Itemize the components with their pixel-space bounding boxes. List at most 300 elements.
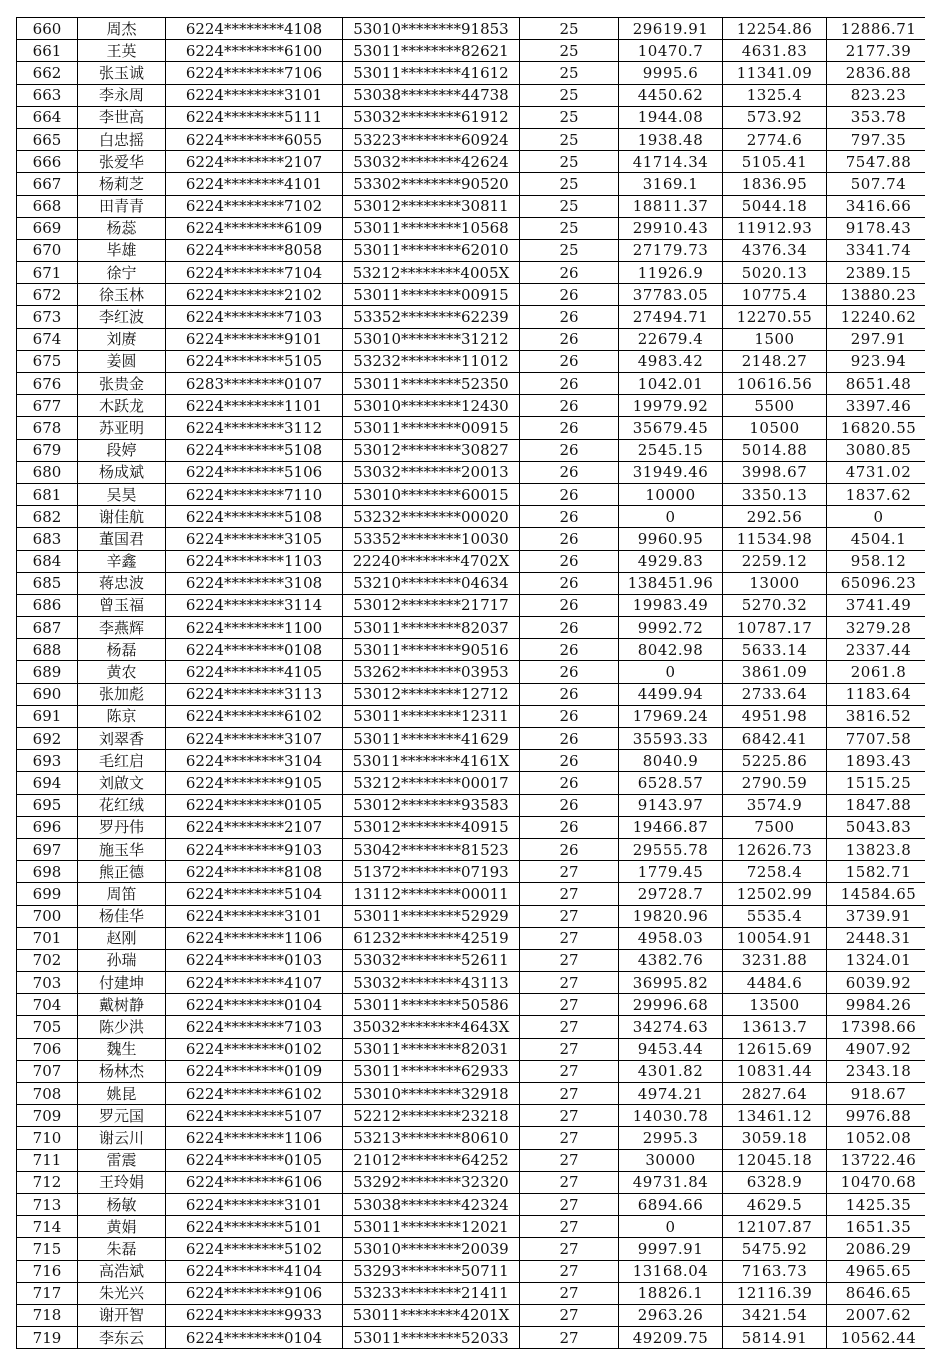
row-number-cell: 661	[17, 40, 78, 62]
id-number-cell: 53011********90516	[343, 639, 520, 661]
amount-b-cell: 10831.44	[723, 1060, 827, 1082]
age-cell: 26	[520, 816, 619, 838]
name-cell: 孙瑞	[78, 949, 166, 971]
id-number-cell: 53011********82037	[343, 617, 520, 639]
bank-card-cell: 6224********1103	[166, 550, 343, 572]
id-number-cell: 52212********23218	[343, 1105, 520, 1127]
table-row	[17, 328, 925, 350]
id-number-cell: 53012********12712	[343, 683, 520, 705]
bank-card-cell: 6224********1101	[166, 395, 343, 417]
table-row	[17, 483, 925, 505]
age-cell: 26	[520, 417, 619, 439]
row-number-cell: 664	[17, 106, 78, 128]
table-row	[17, 1216, 925, 1238]
row-number-cell: 710	[17, 1127, 78, 1149]
amount-a-cell: 4958.03	[619, 927, 723, 949]
row-number-cell: 688	[17, 639, 78, 661]
name-cell: 李燕辉	[78, 617, 166, 639]
amount-b-cell: 7258.4	[723, 861, 827, 883]
bank-card-cell: 6224********4105	[166, 661, 343, 683]
name-cell: 姜圆	[78, 350, 166, 372]
bank-card-cell: 6224********9933	[166, 1304, 343, 1326]
name-cell: 杨敏	[78, 1193, 166, 1215]
amount-a-cell: 0	[619, 1216, 723, 1238]
amount-c-cell: 8651.48	[827, 373, 925, 395]
amount-c-cell: 2389.15	[827, 262, 925, 284]
amount-c-cell: 1324.01	[827, 949, 925, 971]
id-number-cell: 53210********04634	[343, 572, 520, 594]
id-number-cell: 22240********4702X	[343, 550, 520, 572]
age-cell: 25	[520, 195, 619, 217]
amount-b-cell: 1836.95	[723, 173, 827, 195]
bank-card-cell: 6224********9103	[166, 838, 343, 860]
amount-c-cell: 9984.26	[827, 994, 925, 1016]
row-number-cell: 690	[17, 683, 78, 705]
amount-a-cell: 0	[619, 506, 723, 528]
table-row	[17, 949, 925, 971]
name-cell: 张贵金	[78, 373, 166, 395]
table-row	[17, 905, 925, 927]
amount-b-cell: 4376.34	[723, 239, 827, 261]
id-number-cell: 53302********90520	[343, 173, 520, 195]
table-row	[17, 838, 925, 860]
id-number-cell: 53293********50711	[343, 1260, 520, 1282]
name-cell: 刘赓	[78, 328, 166, 350]
amount-a-cell: 49209.75	[619, 1327, 723, 1349]
row-number-cell: 663	[17, 84, 78, 106]
bank-card-cell: 6224********6102	[166, 705, 343, 727]
row-number-cell: 708	[17, 1083, 78, 1105]
name-cell: 周杰	[78, 18, 166, 40]
amount-b-cell: 3574.9	[723, 794, 827, 816]
id-number-cell: 53011********52033	[343, 1327, 520, 1349]
amount-a-cell: 19979.92	[619, 395, 723, 417]
table-row	[17, 217, 925, 239]
age-cell: 26	[520, 838, 619, 860]
bank-card-cell: 6224********2107	[166, 816, 343, 838]
name-cell: 王玲娟	[78, 1171, 166, 1193]
amount-a-cell: 9995.6	[619, 62, 723, 84]
row-number-cell: 717	[17, 1282, 78, 1304]
row-number-cell: 672	[17, 284, 78, 306]
id-number-cell: 53010********91853	[343, 18, 520, 40]
id-number-cell: 21012********64252	[343, 1149, 520, 1171]
amount-b-cell: 10787.17	[723, 617, 827, 639]
amount-a-cell: 37783.05	[619, 284, 723, 306]
data-table-container	[16, 17, 917, 1349]
age-cell: 26	[520, 705, 619, 727]
row-number-cell: 700	[17, 905, 78, 927]
bank-card-cell: 6224********3104	[166, 750, 343, 772]
id-number-cell: 53212********00017	[343, 772, 520, 794]
bank-card-cell: 6224********0108	[166, 639, 343, 661]
table-row	[17, 816, 925, 838]
bank-card-cell: 6224********1106	[166, 927, 343, 949]
bank-card-cell: 6224********6106	[166, 1171, 343, 1193]
amount-c-cell: 13823.8	[827, 838, 925, 860]
row-number-cell: 680	[17, 461, 78, 483]
amount-a-cell: 29996.68	[619, 994, 723, 1016]
row-number-cell: 713	[17, 1193, 78, 1215]
row-number-cell: 686	[17, 594, 78, 616]
row-number-cell: 698	[17, 861, 78, 883]
row-number-cell: 682	[17, 506, 78, 528]
id-number-cell: 53010********12430	[343, 395, 520, 417]
amount-a-cell: 10470.7	[619, 40, 723, 62]
id-number-cell: 53011********12311	[343, 705, 520, 727]
table-row	[17, 506, 925, 528]
amount-a-cell: 2995.3	[619, 1127, 723, 1149]
name-cell: 杨佳华	[78, 905, 166, 927]
amount-b-cell: 11912.93	[723, 217, 827, 239]
amount-a-cell: 1944.08	[619, 106, 723, 128]
row-number-cell: 666	[17, 151, 78, 173]
amount-c-cell: 1515.25	[827, 772, 925, 794]
row-number-cell: 674	[17, 328, 78, 350]
table-row	[17, 350, 925, 372]
age-cell: 26	[520, 395, 619, 417]
amount-b-cell: 5270.32	[723, 594, 827, 616]
row-number-cell: 696	[17, 816, 78, 838]
row-number-cell: 669	[17, 217, 78, 239]
age-cell: 27	[520, 994, 619, 1016]
table-row	[17, 1038, 925, 1060]
bank-card-cell: 6224********3112	[166, 417, 343, 439]
name-cell: 施玉华	[78, 838, 166, 860]
id-number-cell: 53011********10568	[343, 217, 520, 239]
amount-c-cell: 797.35	[827, 128, 925, 150]
bank-card-cell: 6224********7106	[166, 62, 343, 84]
name-cell: 吴昊	[78, 483, 166, 505]
amount-b-cell: 2148.27	[723, 350, 827, 372]
table-row	[17, 262, 925, 284]
amount-b-cell: 5105.41	[723, 151, 827, 173]
row-number-cell: 660	[17, 18, 78, 40]
amount-a-cell: 41714.34	[619, 151, 723, 173]
amount-c-cell: 16820.55	[827, 417, 925, 439]
bank-card-cell: 6224********9106	[166, 1282, 343, 1304]
amount-b-cell: 12254.86	[723, 18, 827, 40]
amount-a-cell: 6894.66	[619, 1193, 723, 1215]
bank-card-cell: 6283********0107	[166, 373, 343, 395]
id-number-cell: 53352********10030	[343, 528, 520, 550]
amount-b-cell: 6328.9	[723, 1171, 827, 1193]
name-cell: 付建坤	[78, 972, 166, 994]
table-row	[17, 461, 925, 483]
bank-card-cell: 6224********0105	[166, 1149, 343, 1171]
table-row	[17, 683, 925, 705]
age-cell: 26	[520, 794, 619, 816]
id-number-cell: 53011********52350	[343, 373, 520, 395]
amount-a-cell: 49731.84	[619, 1171, 723, 1193]
table-row	[17, 572, 925, 594]
name-cell: 黄娟	[78, 1216, 166, 1238]
age-cell: 26	[520, 728, 619, 750]
amount-b-cell: 7500	[723, 816, 827, 838]
table-row	[17, 1193, 925, 1215]
amount-c-cell: 2007.62	[827, 1304, 925, 1326]
table-row	[17, 18, 925, 40]
amount-b-cell: 5225.86	[723, 750, 827, 772]
name-cell: 魏生	[78, 1038, 166, 1060]
amount-c-cell: 17398.66	[827, 1016, 925, 1038]
bank-card-cell: 6224********4104	[166, 1260, 343, 1282]
id-number-cell: 53011********52929	[343, 905, 520, 927]
row-number-cell: 695	[17, 794, 78, 816]
data-table	[16, 17, 925, 1349]
amount-c-cell: 3080.85	[827, 439, 925, 461]
table-row	[17, 705, 925, 727]
name-cell: 杨林杰	[78, 1060, 166, 1082]
bank-card-cell: 6224********4101	[166, 173, 343, 195]
id-number-cell: 51372********07193	[343, 861, 520, 883]
amount-c-cell: 4731.02	[827, 461, 925, 483]
age-cell: 27	[520, 905, 619, 927]
table-body	[17, 18, 925, 1349]
age-cell: 27	[520, 1127, 619, 1149]
amount-c-cell: 4965.65	[827, 1260, 925, 1282]
bank-card-cell: 6224********8108	[166, 861, 343, 883]
name-cell: 王英	[78, 40, 166, 62]
row-number-cell: 702	[17, 949, 78, 971]
age-cell: 26	[520, 262, 619, 284]
name-cell: 蒋忠波	[78, 572, 166, 594]
name-cell: 段婷	[78, 439, 166, 461]
name-cell: 刘啟文	[78, 772, 166, 794]
amount-c-cell: 9178.43	[827, 217, 925, 239]
name-cell: 白忠摇	[78, 128, 166, 150]
age-cell: 26	[520, 528, 619, 550]
row-number-cell: 716	[17, 1260, 78, 1282]
table-row	[17, 373, 925, 395]
amount-a-cell: 34274.63	[619, 1016, 723, 1038]
name-cell: 赵刚	[78, 927, 166, 949]
amount-b-cell: 5044.18	[723, 195, 827, 217]
row-number-cell: 703	[17, 972, 78, 994]
row-number-cell: 714	[17, 1216, 78, 1238]
age-cell: 26	[520, 572, 619, 594]
row-number-cell: 704	[17, 994, 78, 1016]
bank-card-cell: 6224********7110	[166, 483, 343, 505]
id-number-cell: 53032********42624	[343, 151, 520, 173]
amount-b-cell: 13000	[723, 572, 827, 594]
table-row	[17, 617, 925, 639]
amount-c-cell: 2836.88	[827, 62, 925, 84]
amount-b-cell: 2790.59	[723, 772, 827, 794]
amount-a-cell: 35593.33	[619, 728, 723, 750]
table-row	[17, 151, 925, 173]
bank-card-cell: 6224********0105	[166, 794, 343, 816]
row-number-cell: 684	[17, 550, 78, 572]
name-cell: 谢云川	[78, 1127, 166, 1149]
age-cell: 25	[520, 173, 619, 195]
table-row	[17, 173, 925, 195]
table-row	[17, 439, 925, 461]
amount-b-cell: 2733.64	[723, 683, 827, 705]
amount-c-cell: 3397.46	[827, 395, 925, 417]
name-cell: 黄农	[78, 661, 166, 683]
bank-card-cell: 6224********0103	[166, 949, 343, 971]
bank-card-cell: 6224********6109	[166, 217, 343, 239]
name-cell: 张爱华	[78, 151, 166, 173]
age-cell: 25	[520, 40, 619, 62]
amount-b-cell: 3861.09	[723, 661, 827, 683]
row-number-cell: 683	[17, 528, 78, 550]
table-row	[17, 794, 925, 816]
amount-c-cell: 507.74	[827, 173, 925, 195]
amount-a-cell: 13168.04	[619, 1260, 723, 1282]
id-number-cell: 53012********30827	[343, 439, 520, 461]
id-number-cell: 53213********80610	[343, 1127, 520, 1149]
amount-a-cell: 4499.94	[619, 683, 723, 705]
id-number-cell: 53223********60924	[343, 128, 520, 150]
row-number-cell: 697	[17, 838, 78, 860]
table-row	[17, 1149, 925, 1171]
bank-card-cell: 6224********3108	[166, 572, 343, 594]
amount-b-cell: 13500	[723, 994, 827, 1016]
amount-c-cell: 7707.58	[827, 728, 925, 750]
amount-b-cell: 10775.4	[723, 284, 827, 306]
name-cell: 朱光兴	[78, 1282, 166, 1304]
amount-c-cell: 1651.35	[827, 1216, 925, 1238]
age-cell: 26	[520, 461, 619, 483]
amount-c-cell: 4907.92	[827, 1038, 925, 1060]
amount-c-cell: 1052.08	[827, 1127, 925, 1149]
age-cell: 27	[520, 1105, 619, 1127]
age-cell: 26	[520, 750, 619, 772]
amount-c-cell: 2061.8	[827, 661, 925, 683]
amount-c-cell: 65096.23	[827, 572, 925, 594]
id-number-cell: 53011********62010	[343, 239, 520, 261]
age-cell: 26	[520, 639, 619, 661]
row-number-cell: 718	[17, 1304, 78, 1326]
amount-b-cell: 12626.73	[723, 838, 827, 860]
amount-a-cell: 6528.57	[619, 772, 723, 794]
amount-b-cell: 12502.99	[723, 883, 827, 905]
age-cell: 27	[520, 1016, 619, 1038]
amount-b-cell: 12615.69	[723, 1038, 827, 1060]
name-cell: 曾玉福	[78, 594, 166, 616]
id-number-cell: 53011********4161X	[343, 750, 520, 772]
age-cell: 26	[520, 284, 619, 306]
id-number-cell: 53011********4201X	[343, 1304, 520, 1326]
amount-a-cell: 8042.98	[619, 639, 723, 661]
age-cell: 27	[520, 1193, 619, 1215]
amount-a-cell: 4929.83	[619, 550, 723, 572]
amount-c-cell: 12240.62	[827, 306, 925, 328]
amount-a-cell: 29910.43	[619, 217, 723, 239]
amount-c-cell: 7547.88	[827, 151, 925, 173]
age-cell: 26	[520, 550, 619, 572]
bank-card-cell: 6224********0102	[166, 1038, 343, 1060]
id-number-cell: 53011********41612	[343, 62, 520, 84]
amount-b-cell: 5535.4	[723, 905, 827, 927]
amount-a-cell: 18826.1	[619, 1282, 723, 1304]
amount-a-cell: 19466.87	[619, 816, 723, 838]
age-cell: 27	[520, 1038, 619, 1060]
id-number-cell: 53262********03953	[343, 661, 520, 683]
name-cell: 谢佳航	[78, 506, 166, 528]
amount-a-cell: 29555.78	[619, 838, 723, 860]
age-cell: 26	[520, 306, 619, 328]
row-number-cell: 715	[17, 1238, 78, 1260]
amount-b-cell: 12107.87	[723, 1216, 827, 1238]
table-row	[17, 1016, 925, 1038]
amount-b-cell: 1500	[723, 328, 827, 350]
bank-card-cell: 6224********5105	[166, 350, 343, 372]
bank-card-cell: 6224********6102	[166, 1083, 343, 1105]
row-number-cell: 712	[17, 1171, 78, 1193]
amount-a-cell: 14030.78	[619, 1105, 723, 1127]
amount-b-cell: 3421.54	[723, 1304, 827, 1326]
table-row	[17, 994, 925, 1016]
amount-c-cell: 10562.44	[827, 1327, 925, 1349]
bank-card-cell: 6224********3107	[166, 728, 343, 750]
age-cell: 27	[520, 1282, 619, 1304]
amount-c-cell: 353.78	[827, 106, 925, 128]
id-number-cell: 53011********41629	[343, 728, 520, 750]
id-number-cell: 53012********21717	[343, 594, 520, 616]
table-row	[17, 128, 925, 150]
amount-c-cell: 14584.65	[827, 883, 925, 905]
amount-c-cell: 3416.66	[827, 195, 925, 217]
name-cell: 杨成斌	[78, 461, 166, 483]
amount-b-cell: 5814.91	[723, 1327, 827, 1349]
age-cell: 27	[520, 861, 619, 883]
amount-c-cell: 1582.71	[827, 861, 925, 883]
table-row	[17, 661, 925, 683]
amount-c-cell: 12886.71	[827, 18, 925, 40]
bank-card-cell: 6224********0104	[166, 1327, 343, 1349]
amount-a-cell: 36995.82	[619, 972, 723, 994]
amount-a-cell: 35679.45	[619, 417, 723, 439]
table-row	[17, 972, 925, 994]
amount-c-cell: 3739.91	[827, 905, 925, 927]
name-cell: 周笛	[78, 883, 166, 905]
id-number-cell: 53010********20039	[343, 1238, 520, 1260]
row-number-cell: 707	[17, 1060, 78, 1082]
amount-b-cell: 5475.92	[723, 1238, 827, 1260]
amount-c-cell: 2086.29	[827, 1238, 925, 1260]
amount-c-cell: 3741.49	[827, 594, 925, 616]
age-cell: 27	[520, 1304, 619, 1326]
name-cell: 罗元国	[78, 1105, 166, 1127]
id-number-cell: 53011********82621	[343, 40, 520, 62]
amount-b-cell: 2259.12	[723, 550, 827, 572]
row-number-cell: 711	[17, 1149, 78, 1171]
amount-b-cell: 5633.14	[723, 639, 827, 661]
age-cell: 27	[520, 883, 619, 905]
bank-card-cell: 6224********5108	[166, 506, 343, 528]
age-cell: 27	[520, 1171, 619, 1193]
amount-b-cell: 10616.56	[723, 373, 827, 395]
table-row	[17, 1127, 925, 1149]
name-cell: 徐玉林	[78, 284, 166, 306]
row-number-cell: 685	[17, 572, 78, 594]
table-row	[17, 528, 925, 550]
age-cell: 26	[520, 328, 619, 350]
amount-c-cell: 9976.88	[827, 1105, 925, 1127]
id-number-cell: 53352********62239	[343, 306, 520, 328]
name-cell: 辛鑫	[78, 550, 166, 572]
age-cell: 27	[520, 1216, 619, 1238]
amount-a-cell: 2963.26	[619, 1304, 723, 1326]
amount-b-cell: 573.92	[723, 106, 827, 128]
id-number-cell: 53032********43113	[343, 972, 520, 994]
id-number-cell: 53233********21411	[343, 1282, 520, 1304]
amount-c-cell: 2337.44	[827, 639, 925, 661]
amount-a-cell: 11926.9	[619, 262, 723, 284]
